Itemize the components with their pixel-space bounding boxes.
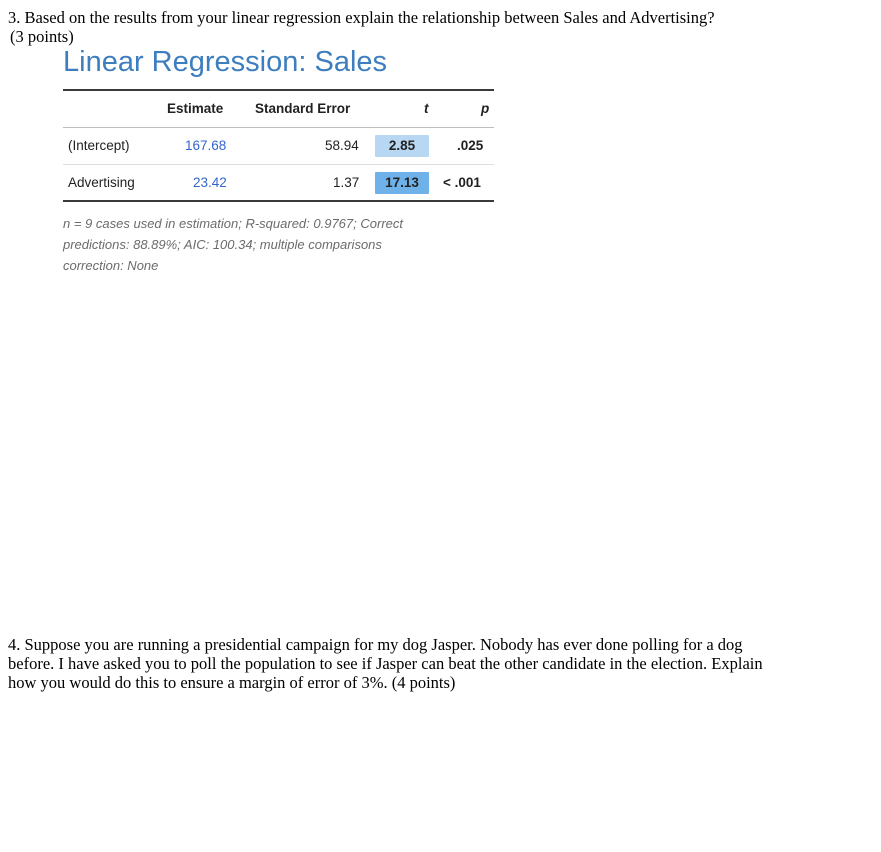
t-value: 17.13	[375, 172, 429, 194]
question-3-text: 3. Based on the results from your linear regression explain the relationship between Sales and Advertising?	[8, 8, 715, 27]
header-p: p	[481, 101, 490, 116]
question-3-points: (3 points)	[10, 27, 74, 46]
estimate-value: 23.42	[193, 175, 227, 190]
term-label: Advertising	[68, 175, 135, 190]
p-value: .025	[457, 138, 484, 153]
question-3	[8, 8, 868, 46]
footnote-line: n = 9 cases used in estimation; R-squared: 0.9767; Correct	[63, 216, 403, 231]
question-4-line: 4. Suppose you are running a presidential campaign for my dog Jasper. Nobody has ever done polling for a dog	[8, 635, 743, 654]
question-4-line: how you would do this to ensure a margin of error of 3%. (4 points)	[8, 673, 456, 692]
term-label: (Intercept)	[68, 138, 130, 153]
t-value: 2.85	[375, 135, 429, 157]
header-standard-error: Standard Error	[255, 101, 351, 116]
table-header-row	[63, 91, 494, 127]
header-estimate: Estimate	[167, 101, 224, 116]
question-4-line: before. I have asked you to poll the population to see if Jasper can beat the other candidate in the election. Explain	[8, 654, 763, 673]
header-t: t	[424, 101, 429, 116]
standard-error-value: 1.37	[333, 175, 360, 190]
table-row-intercept	[63, 128, 494, 164]
standard-error-value: 58.94	[325, 138, 359, 153]
footnote-line: correction: None	[63, 258, 159, 273]
footnote-line: predictions: 88.89%; AIC: 100.34; multiple comparisons	[63, 237, 382, 252]
regression-title: Linear Regression: Sales	[63, 46, 388, 78]
estimate-value: 167.68	[185, 138, 227, 153]
table-row-advertising	[63, 165, 494, 201]
p-value: < .001	[443, 175, 481, 190]
question-4	[8, 635, 868, 692]
table-bottom-rule	[63, 200, 494, 202]
regression-footnote	[63, 213, 483, 276]
